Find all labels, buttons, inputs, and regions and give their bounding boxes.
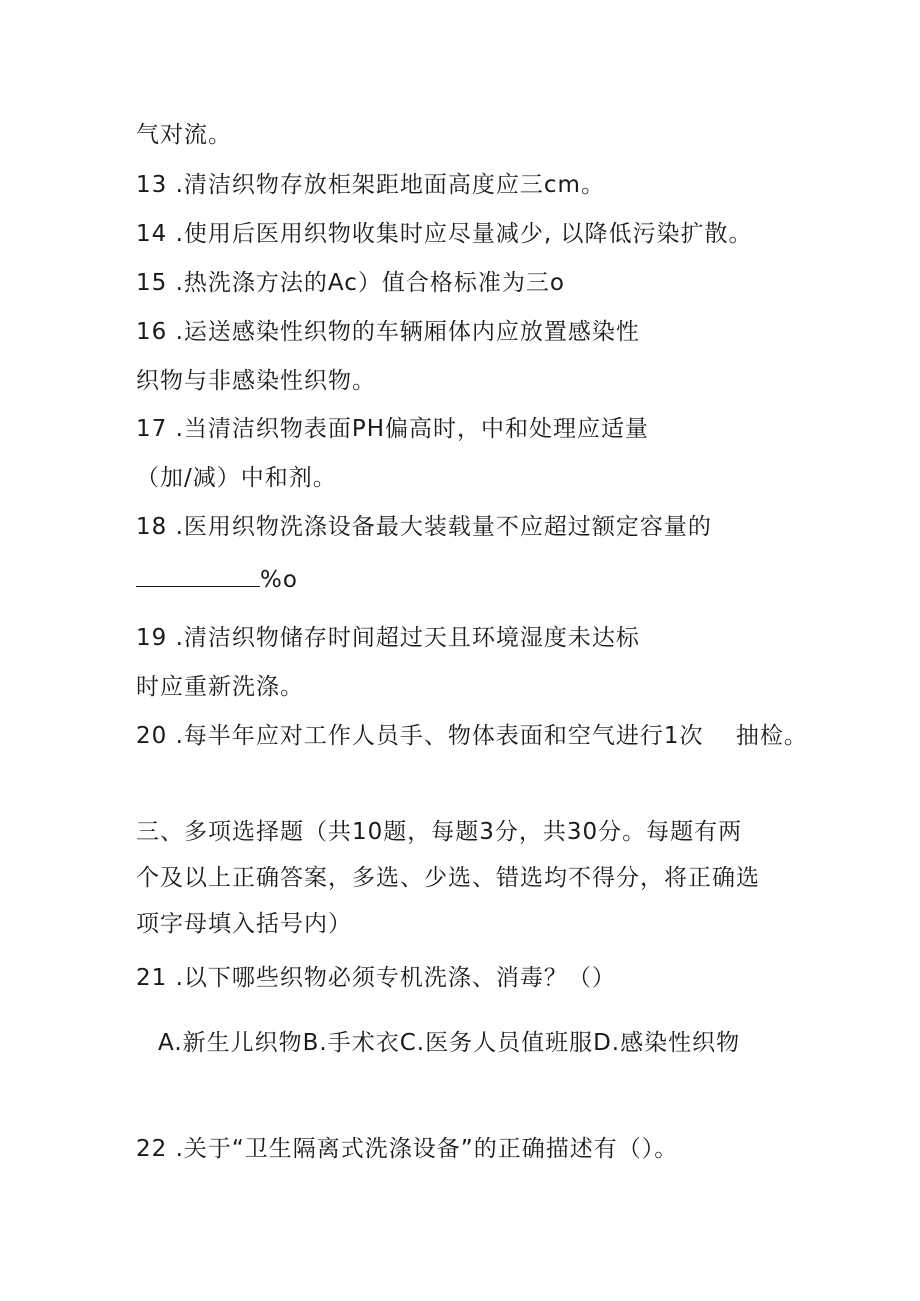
answer-blank	[136, 564, 260, 587]
text-line-continuation-12: 气对流。	[136, 122, 232, 148]
question-16-continued: 织物与非感染性织物。	[136, 368, 376, 394]
section-instructions-line-3: 项字母填入括号内）	[136, 911, 352, 937]
question-18-blank-line	[136, 564, 298, 596]
question-14: 14 .使用后医用织物收集时应尽量减少, 以降低污染扩散。	[136, 221, 753, 247]
question-21: 21 .以下哪些织物必须专机洗涤、消毒？（）	[136, 965, 616, 991]
section-instructions-line-2: 个及以上正确答案，多选、少选、错选均不得分，将正确选	[136, 865, 760, 891]
question-17-continued: （加/减）中和剂。	[136, 465, 337, 491]
question-18-unit: %o	[260, 567, 298, 593]
section-heading-multiple-choice: 三、多项选择题（共10题，每题3分，共30分。每题有两	[136, 819, 743, 845]
question-16: 16 .运送感染性织物的车辆厢体内应放置感染性	[136, 319, 640, 345]
question-20: 20 .每半年应对工作人员手、物体表面和空气进行1次 抽检。	[136, 723, 808, 749]
question-17: 17 .当清洁织物表面PH偏高时，中和处理应适量	[136, 416, 650, 442]
question-19: 19 .清洁织物储存时间超过天且环境湿度未达标	[136, 625, 640, 651]
question-18: 18 .医用织物洗涤设备最大装载量不应超过额定容量的	[136, 514, 712, 540]
question-19-continued: 时应重新洗涤。	[136, 674, 304, 700]
question-21-options: A.新生儿织物B.手术衣C.医务人员值班服D.感染性织物	[158, 1030, 741, 1056]
question-22: 22 .关于“卫生隔离式洗涤设备”的正确描述有（）。	[136, 1136, 679, 1162]
question-15: 15 .热洗涤方法的Ac）值合格标准为三o	[136, 270, 565, 296]
question-13: 13 .清洁织物存放柜架距地面高度应三cm。	[136, 172, 605, 198]
